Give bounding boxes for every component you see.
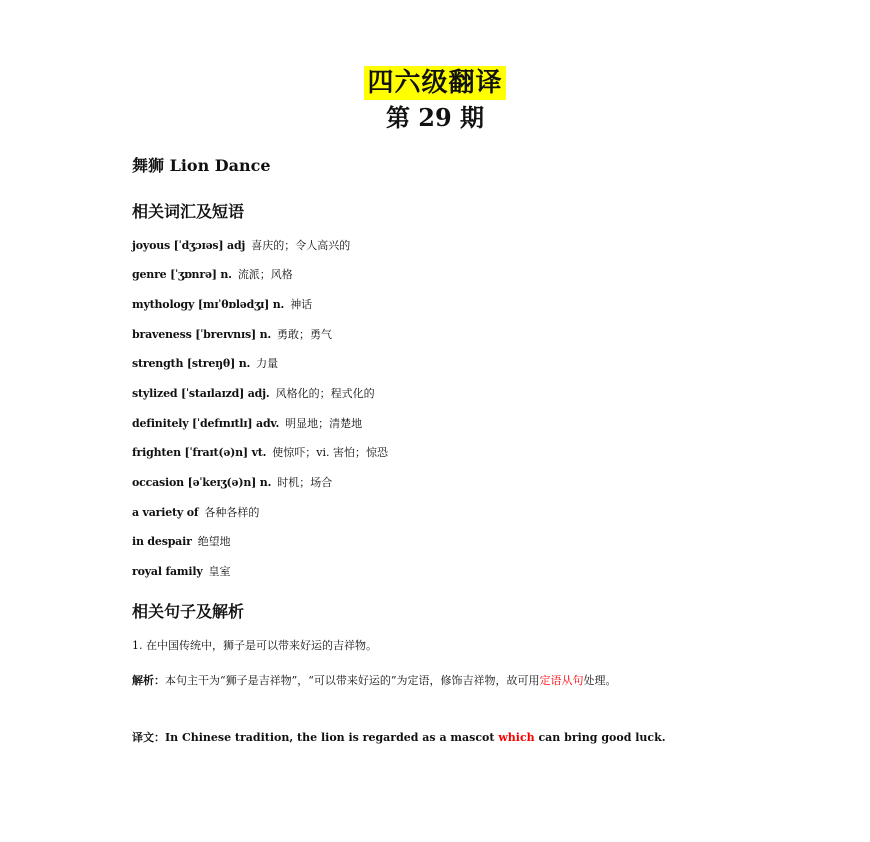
- vocab-item: [132, 298, 312, 312]
- translation-paragraph: [132, 724, 744, 751]
- vocab-meaning: 使惊吓；vi. 害怕；惊恐: [272, 446, 389, 459]
- analysis-highlight: 定语从句: [539, 674, 584, 687]
- vocab-term: stylized [ˈstaɪlaɪzd] adj.: [132, 387, 270, 400]
- analysis-text: 本句主干为“狮子是吉祥物”，“可以带来好运的”为定语，修饰吉祥物，故可用: [165, 674, 540, 687]
- vocab-item: [132, 387, 375, 401]
- vocab-term: mythology [mɪˈθɒlədʒɪ] n.: [132, 298, 285, 311]
- topic-heading: 舞狮 Lion Dance: [132, 156, 271, 175]
- vocab-meaning: 神话: [290, 298, 313, 311]
- vocab-term: in despair: [132, 535, 192, 548]
- analysis-label: 解析：: [132, 674, 165, 687]
- vocab-term: royal family: [132, 565, 203, 578]
- vocab-term: braveness [ˈbreɪvnɪs] n.: [132, 328, 272, 341]
- vocab-meaning: 绝望地: [197, 535, 231, 548]
- vocab-term: joyous [ˈdʒɔɪəs] adj: [132, 239, 246, 252]
- vocab-term: genre [ˈʒɒnrə] n.: [132, 268, 232, 281]
- issue-number: 第 29 期: [385, 103, 485, 132]
- translation-text-end: can bring good luck.: [534, 731, 666, 744]
- vocab-item: [132, 535, 231, 549]
- vocab-meaning: 喜庆的；令人高兴的: [251, 239, 351, 252]
- sentence-heading: 相关句子及解析: [132, 602, 245, 621]
- vocab-meaning: 力量: [256, 357, 279, 370]
- analysis-paragraph: [132, 667, 744, 694]
- vocab-item: [132, 239, 350, 253]
- vocab-meaning: 明显地；清楚地: [285, 417, 363, 430]
- analysis-text-end: 处理。: [583, 674, 617, 687]
- vocab-item: [132, 476, 332, 490]
- vocab-term: frighten [ˈfraɪt(ə)n] vt.: [132, 446, 267, 459]
- vocab-term: strength [streŋθ] n.: [132, 357, 251, 370]
- vocab-heading: 相关词汇及短语: [132, 202, 245, 221]
- vocab-term: definitely [ˈdefɪnɪtlɪ] adv.: [132, 417, 280, 430]
- vocab-item: [132, 417, 362, 431]
- page-title: 四六级翻译: [364, 66, 505, 100]
- vocab-meaning: 流派；风格: [237, 268, 293, 281]
- translation-text: In Chinese tradition, the lion is regarded as a mascot: [165, 731, 499, 744]
- vocab-meaning: 风格化的；程式化的: [275, 387, 375, 400]
- vocab-term: occasion [əˈkeɪʒ(ə)n] n.: [132, 476, 272, 489]
- sentence-1: 1. 在中国传统中，狮子是可以带来好运的吉祥物。: [132, 639, 377, 652]
- vocab-term: a variety of: [132, 506, 199, 519]
- vocab-item: [132, 446, 388, 460]
- vocab-item: [132, 506, 259, 520]
- vocab-meaning: 时机；场合: [277, 476, 333, 489]
- vocab-meaning: 各种各样的: [204, 506, 260, 519]
- vocab-item: [132, 357, 278, 371]
- vocab-item: [132, 328, 332, 342]
- title-block: [0, 66, 870, 100]
- translation-highlight: which: [498, 731, 535, 744]
- vocab-item: [132, 565, 231, 579]
- translation-label: 译文：: [132, 731, 165, 744]
- vocab-meaning: 勇敢；勇气: [277, 328, 333, 341]
- vocab-meaning: 皇室: [208, 565, 231, 578]
- vocab-item: [132, 268, 293, 282]
